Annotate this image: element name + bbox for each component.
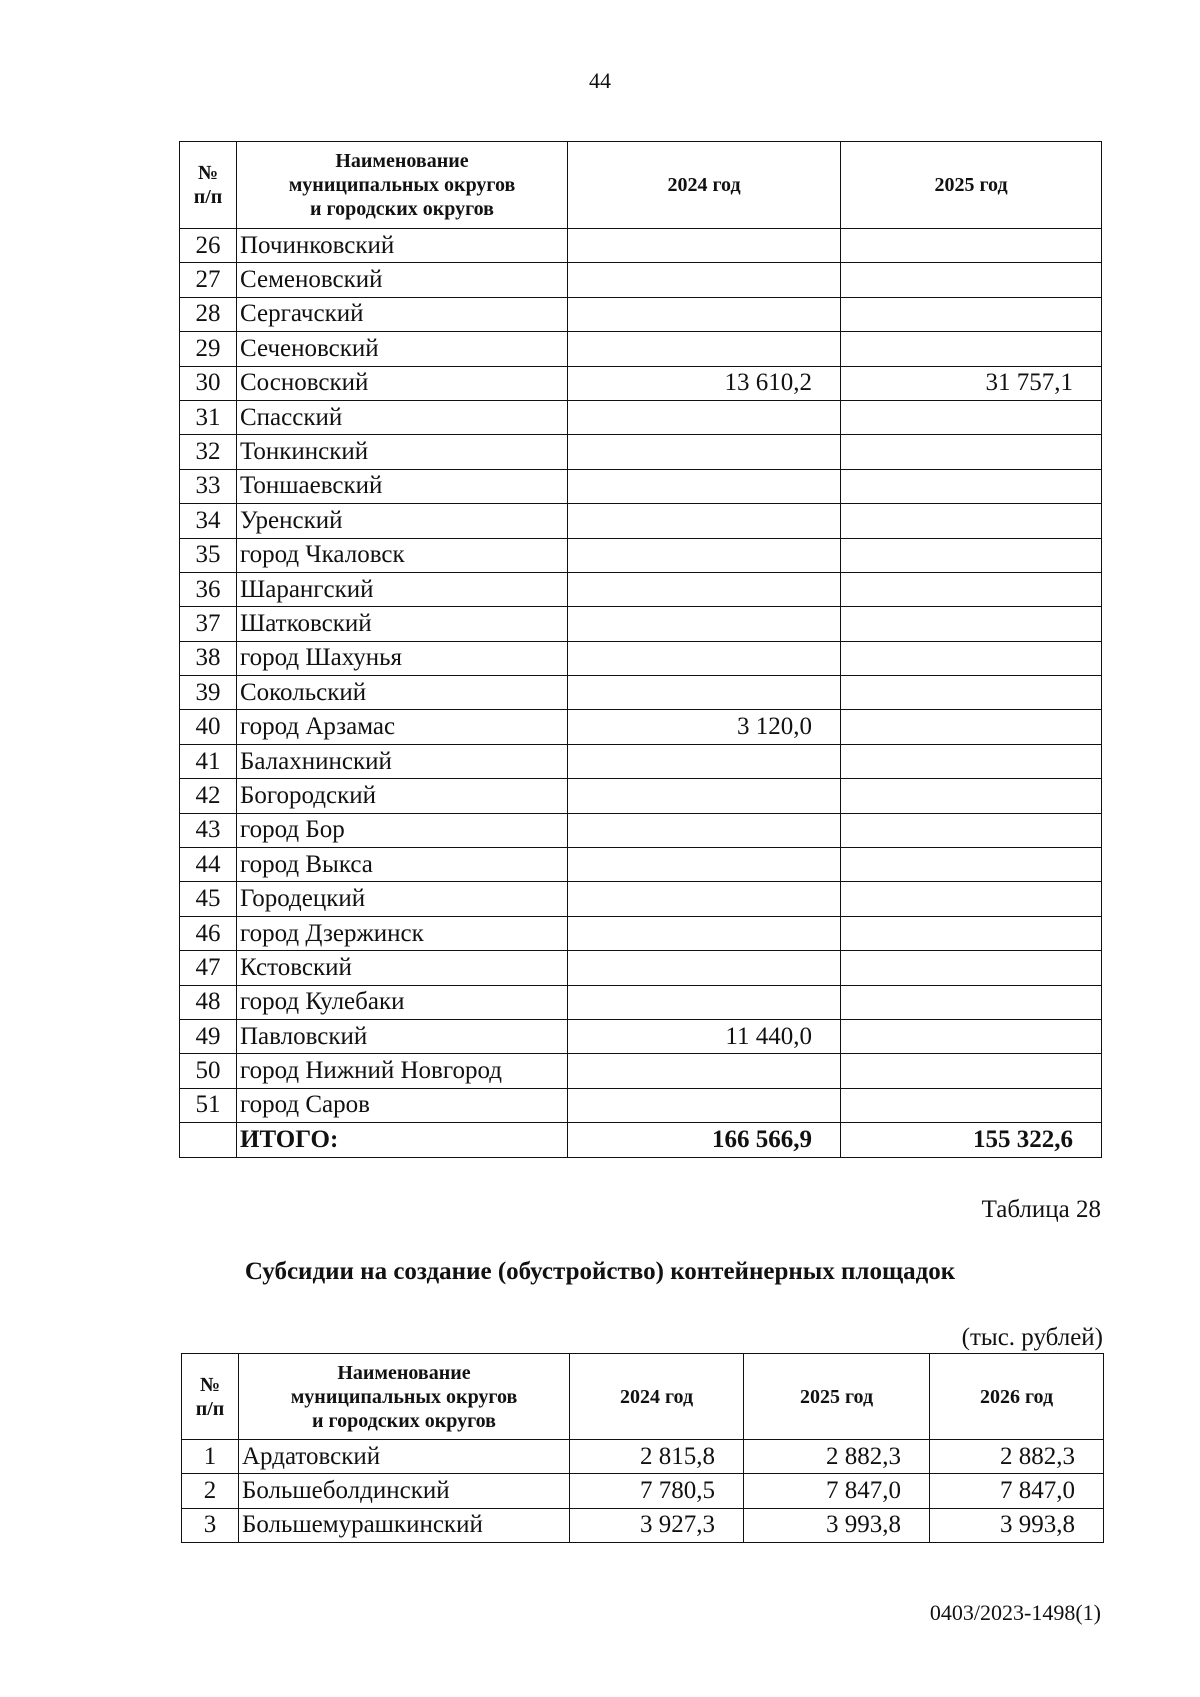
value-2024: [568, 538, 841, 572]
value-2025: [841, 641, 1102, 675]
row-number: 35: [180, 538, 237, 572]
value-2024: [568, 882, 841, 916]
value-2026: 3 993,8: [930, 1508, 1104, 1542]
table-row: [182, 1508, 1104, 1542]
header-2025: 2025 год: [841, 142, 1102, 229]
table-row: [180, 400, 1102, 434]
table-row: [180, 882, 1102, 916]
header-number: № п/п: [182, 1354, 239, 1440]
value-2024: [568, 469, 841, 503]
row-number: 27: [180, 263, 237, 297]
header-number: № п/п: [180, 142, 237, 229]
row-number: 48: [180, 985, 237, 1019]
municipality-name: Сеченовский: [237, 332, 568, 366]
subsidy-table-continued: [179, 141, 1102, 1158]
municipality-name: Сергачский: [237, 297, 568, 331]
table-row: [180, 469, 1102, 503]
value-2024: [568, 1054, 841, 1088]
value-2024: 3 927,3: [570, 1508, 744, 1542]
value-2026: 7 847,0: [930, 1474, 1104, 1508]
value-2024: [568, 1088, 841, 1122]
value-2024: 7 780,5: [570, 1474, 744, 1508]
value-2025: [841, 916, 1102, 950]
row-number: 49: [180, 1019, 237, 1053]
row-number: 34: [180, 504, 237, 538]
header-2024: 2024 год: [568, 142, 841, 229]
table-header-row: [180, 142, 1102, 229]
container-sites-subsidy-table: [181, 1353, 1104, 1543]
total-2024: 166 566,9: [568, 1123, 841, 1157]
municipality-name: Спасский: [237, 400, 568, 434]
table-header-row: [182, 1354, 1104, 1440]
value-2024: 11 440,0: [568, 1019, 841, 1053]
value-2025: [841, 951, 1102, 985]
value-2025: [841, 297, 1102, 331]
table-row: [180, 985, 1102, 1019]
table-row: [180, 607, 1102, 641]
table-row: [180, 641, 1102, 675]
municipality-name: город Выкса: [237, 848, 568, 882]
row-number: 2: [182, 1474, 239, 1508]
table-row: [180, 744, 1102, 778]
row-number: 33: [180, 469, 237, 503]
units-label: (тыс. рублей): [961, 1324, 1103, 1351]
municipality-name: Семеновский: [237, 263, 568, 297]
row-number: 46: [180, 916, 237, 950]
value-2025: [841, 504, 1102, 538]
municipality-name: город Кулебаки: [237, 985, 568, 1019]
header-2024: 2024 год: [570, 1354, 744, 1440]
table-row: [180, 332, 1102, 366]
table-row: [180, 813, 1102, 847]
municipality-name: город Шахунья: [237, 641, 568, 675]
row-number: 39: [180, 676, 237, 710]
value-2024: [568, 744, 841, 778]
municipality-name: Большемурашкинский: [239, 1508, 570, 1542]
value-2025: [841, 813, 1102, 847]
municipality-name: город Чкаловск: [237, 538, 568, 572]
municipality-name: Уренский: [237, 504, 568, 538]
row-number: 42: [180, 779, 237, 813]
value-2025: 7 847,0: [744, 1474, 930, 1508]
value-2025: [841, 744, 1102, 778]
row-number: 45: [180, 882, 237, 916]
row-number: 47: [180, 951, 237, 985]
row-number: 28: [180, 297, 237, 331]
row-number: 3: [182, 1508, 239, 1542]
value-2024: [568, 641, 841, 675]
municipality-name: Городецкий: [237, 882, 568, 916]
value-2025: [841, 607, 1102, 641]
value-2025: [841, 229, 1102, 263]
value-2024: [568, 676, 841, 710]
row-number: 38: [180, 641, 237, 675]
table-row: [180, 951, 1102, 985]
value-2026: 2 882,3: [930, 1440, 1104, 1474]
table-row: [180, 779, 1102, 813]
header-municipality-name: Наименование муниципальных округов и городских округов: [239, 1354, 570, 1440]
total-row: [180, 1123, 1102, 1157]
value-2024: [568, 916, 841, 950]
value-2024: [568, 951, 841, 985]
value-2025: [841, 572, 1102, 606]
table-label: Таблица 28: [981, 1196, 1101, 1223]
municipality-name: Ардатовский: [239, 1440, 570, 1474]
value-2024: [568, 779, 841, 813]
row-number: 26: [180, 229, 237, 263]
total-label: ИТОГО:: [237, 1123, 568, 1157]
value-2024: [568, 332, 841, 366]
value-2024: [568, 607, 841, 641]
value-2025: [841, 985, 1102, 1019]
municipality-name: Починковский: [237, 229, 568, 263]
municipality-name: Балахнинский: [237, 744, 568, 778]
value-2024: [568, 572, 841, 606]
table-row: [182, 1440, 1104, 1474]
row-number: 36: [180, 572, 237, 606]
municipality-name: город Арзамас: [237, 710, 568, 744]
value-2025: [841, 710, 1102, 744]
row-number: 32: [180, 435, 237, 469]
total-2025: 155 322,6: [841, 1123, 1102, 1157]
table-row: [180, 435, 1102, 469]
table-row: [182, 1474, 1104, 1508]
value-2025: [841, 435, 1102, 469]
value-2025: 3 993,8: [744, 1508, 930, 1542]
municipality-name: Шарангский: [237, 572, 568, 606]
table-row: [180, 848, 1102, 882]
municipality-name: Павловский: [237, 1019, 568, 1053]
value-2025: [841, 779, 1102, 813]
value-2025: 2 882,3: [744, 1440, 930, 1474]
value-2025: [841, 676, 1102, 710]
header-2026: 2026 год: [930, 1354, 1104, 1440]
value-2025: [841, 848, 1102, 882]
value-2025: [841, 400, 1102, 434]
table-row: [180, 297, 1102, 331]
table-row: [180, 1019, 1102, 1053]
municipality-name: город Нижний Новгород: [237, 1054, 568, 1088]
value-2025: [841, 538, 1102, 572]
value-2024: [568, 848, 841, 882]
value-2024: [568, 263, 841, 297]
value-2024: [568, 813, 841, 847]
value-2024: 3 120,0: [568, 710, 841, 744]
row-number: 37: [180, 607, 237, 641]
row-number: 41: [180, 744, 237, 778]
table-row: [180, 1054, 1102, 1088]
municipality-name: город Дзержинск: [237, 916, 568, 950]
municipality-name: Тоншаевский: [237, 469, 568, 503]
table-row: [180, 263, 1102, 297]
header-municipality-name: Наименование муниципальных округов и городских округов: [237, 142, 568, 229]
value-2025: [841, 1088, 1102, 1122]
municipality-name: город Бор: [237, 813, 568, 847]
value-2025: [841, 882, 1102, 916]
municipality-name: Большеболдинский: [239, 1474, 570, 1508]
value-2024: [568, 229, 841, 263]
value-2024: [568, 504, 841, 538]
municipality-name: город Саров: [237, 1088, 568, 1122]
row-number: 44: [180, 848, 237, 882]
row-number: 30: [180, 366, 237, 400]
row-number: 43: [180, 813, 237, 847]
table-row: [180, 504, 1102, 538]
table-row: [180, 366, 1102, 400]
total-number-cell: [180, 1123, 237, 1157]
table-title: Субсидии на создание (обустройство) контейнерных площадок: [244, 1258, 956, 1285]
row-number: 51: [180, 1088, 237, 1122]
municipality-name: Сокольский: [237, 676, 568, 710]
municipality-name: Кстовский: [237, 951, 568, 985]
value-2024: [568, 400, 841, 434]
value-2025: [841, 1054, 1102, 1088]
value-2025: [841, 263, 1102, 297]
row-number: 31: [180, 400, 237, 434]
table-row: [180, 916, 1102, 950]
municipality-name: Тонкинский: [237, 435, 568, 469]
value-2024: [568, 435, 841, 469]
value-2025: [841, 469, 1102, 503]
value-2025: [841, 332, 1102, 366]
row-number: 40: [180, 710, 237, 744]
table-row: [180, 538, 1102, 572]
table-row: [180, 1088, 1102, 1122]
value-2024: [568, 297, 841, 331]
value-2024: 2 815,8: [570, 1440, 744, 1474]
value-2025: 31 757,1: [841, 366, 1102, 400]
document-code: 0403/2023-1498(1): [929, 1600, 1101, 1625]
header-2025: 2025 год: [744, 1354, 930, 1440]
row-number: 1: [182, 1440, 239, 1474]
row-number: 50: [180, 1054, 237, 1088]
municipality-name: Сосновский: [237, 366, 568, 400]
municipality-name: Богородский: [237, 779, 568, 813]
table-row: [180, 676, 1102, 710]
table-row: [180, 229, 1102, 263]
page-number: 44: [589, 68, 611, 93]
row-number: 29: [180, 332, 237, 366]
value-2024: [568, 985, 841, 1019]
table-row: [180, 572, 1102, 606]
municipality-name: Шатковский: [237, 607, 568, 641]
value-2025: [841, 1019, 1102, 1053]
table-row: [180, 710, 1102, 744]
value-2024: 13 610,2: [568, 366, 841, 400]
